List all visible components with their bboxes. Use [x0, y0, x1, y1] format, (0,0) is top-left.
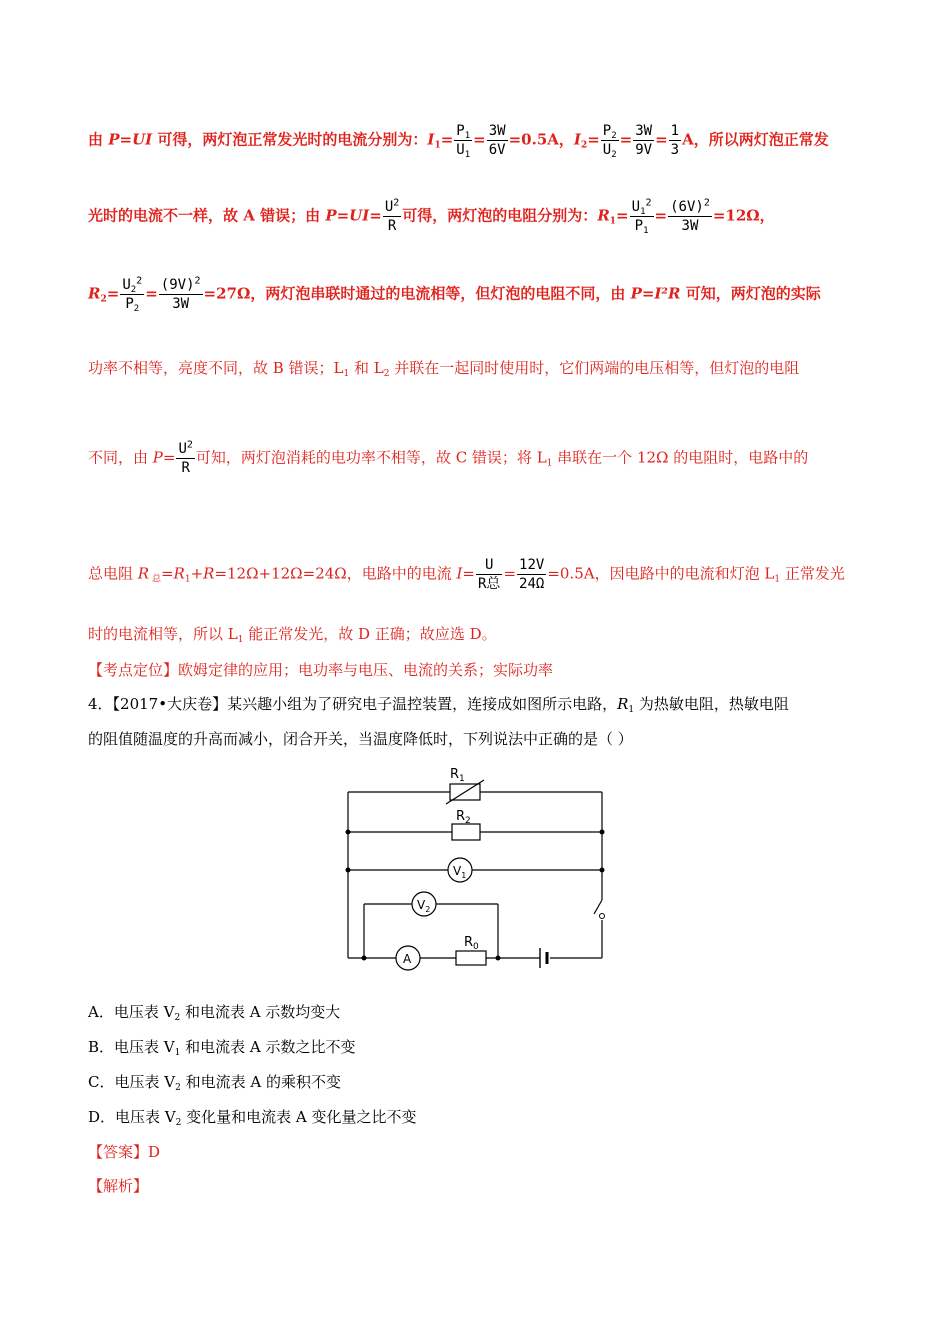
solution-line-2: 光时的电流不一样，故 A 错误；由 P=UI= $\frac{U^2}{R}$ 可得，两灯泡的电阻分别为：$R_1=$ $\frac{U_1^2}{P_1}$ = $\frac{(6V)^2}{3W}$ =12Ω， — [88, 197, 775, 236]
fraction: $\frac{U}{\text{R总}}$ — [478, 557, 501, 592]
fraction: $\frac{(9V)^2}{3W}$ — [160, 275, 201, 312]
r0-resistor — [456, 951, 486, 965]
fraction: $\frac{(6V)^2}{3W}$ — [670, 197, 710, 234]
option-c: C．电压表 $V_2$ 和电流表 A 的乘积不变 — [88, 1073, 341, 1093]
question-line-2: 的阻值随温度的升高而减小，闭合开关，当温度降低时，下列说法中正确的是（ ） — [88, 730, 633, 748]
solution-line-1: 由 P=UI 可得，两灯泡正常发光时的电流分别为：$I_1=$ $\frac{P_1}{U_1}$ = $\frac{3W}{6V}$ =0.5A，$I_2=$ $\frac{P_2}{U_2}$ = $\frac{3W}{9V}$ = $\frac{1}{3}$ A，所以两灯泡正常发 — [88, 123, 829, 160]
fraction: $\frac{U^2}{R}$ — [384, 197, 400, 234]
fraction: $\frac{3W}{9V}$ — [635, 123, 653, 158]
fraction: $\frac{12V}{24\Omega}$ — [519, 557, 545, 592]
solution-line-5: 不同，由 P= $\frac{U^2}{R}$ 可知，两灯泡消耗的电功率不相等，故 C 错误；将 $L_1$ 串联在一个 12Ω 的电阻时，电路中的 — [88, 439, 809, 476]
answer-line — [88, 1142, 160, 1162]
r2-label: $R_2$ — [456, 809, 471, 826]
r2-resistor — [452, 824, 480, 840]
v1-label: $V_1$ — [453, 864, 467, 880]
answer-value: D — [148, 1143, 161, 1161]
fraction: $\frac{3W}{6V}$ — [488, 123, 506, 158]
solution-line-7: 时的电流相等，所以 $L_1$ 能正常发光，故 D 正确；故应选 D。 — [88, 625, 497, 645]
fraction: $\frac{1}{3}$ — [670, 123, 680, 158]
fraction: $\frac{P_1}{U_1}$ — [456, 123, 471, 160]
option-a: A．电压表 $V_2$ 和电流表 A 示数均变大 — [88, 1003, 341, 1023]
v2-label: $V_2$ — [417, 898, 431, 914]
fraction: $\frac{P_2}{U_2}$ — [602, 123, 617, 160]
switch — [594, 900, 602, 914]
analysis-label: 【解析】 — [88, 1177, 149, 1195]
kaodian-line — [88, 660, 553, 680]
fraction: $\frac{U_2^2}{P_2}$ — [122, 275, 143, 314]
option-b: B．电压表 $V_1$ 和电流表 A 示数之比不变 — [88, 1038, 356, 1058]
question-line-1: 4．【2017•大庆卷】某兴趣小组为了研究电子温控装置，连接成如图所示电路，$R_1$ 为热敏电阻，热敏电阻 — [88, 695, 789, 715]
r0-label: $R_0$ — [464, 935, 479, 952]
option-d: D．电压表 $V_2$ 变化量和电流表 A 变化量之比不变 — [88, 1108, 417, 1128]
fraction: $\frac{U^2}{R}$ — [178, 439, 193, 476]
kaodian-label: 【考点定位】 — [88, 661, 179, 679]
ammeter-label: A — [403, 952, 412, 966]
fraction: $\frac{U_1^2}{P_1}$ — [631, 197, 652, 236]
r1-label: $R_1$ — [450, 767, 465, 784]
circuit-diagram — [340, 760, 612, 975]
solution-line-6: 总电阻 R $_总=R_1+R=12\Omega+12\Omega=24\Omega$，电路中的电流 I= $\frac{U}{\text{R总}}$ = $\frac{12V}{24\Omega}$ =0.5A，因电路中的电流和灯泡 $L_1$ 正常发光 — [88, 557, 845, 592]
solution-line-3: $R_2=$ $\frac{U_2^2}{P_2}$ = $\frac{(9V)^2}{3W}$ =27Ω，两灯泡串联时通过的电流相等，但灯泡的电阻不同，由 P=I²R 可知，两灯泡的实际 — [88, 275, 821, 314]
answer-label: 【答案】 — [88, 1143, 149, 1161]
kaodian-text: 欧姆定律的应用；电功率与电压、电流的关系；实际功率 — [178, 661, 554, 679]
solution-line-4: 功率不相等，亮度不同，故 B 错误；$L_1$ 和 $L_2$ 并联在一起同时使用时，它们两端的电压相等，但灯泡的电阻 — [88, 359, 800, 379]
